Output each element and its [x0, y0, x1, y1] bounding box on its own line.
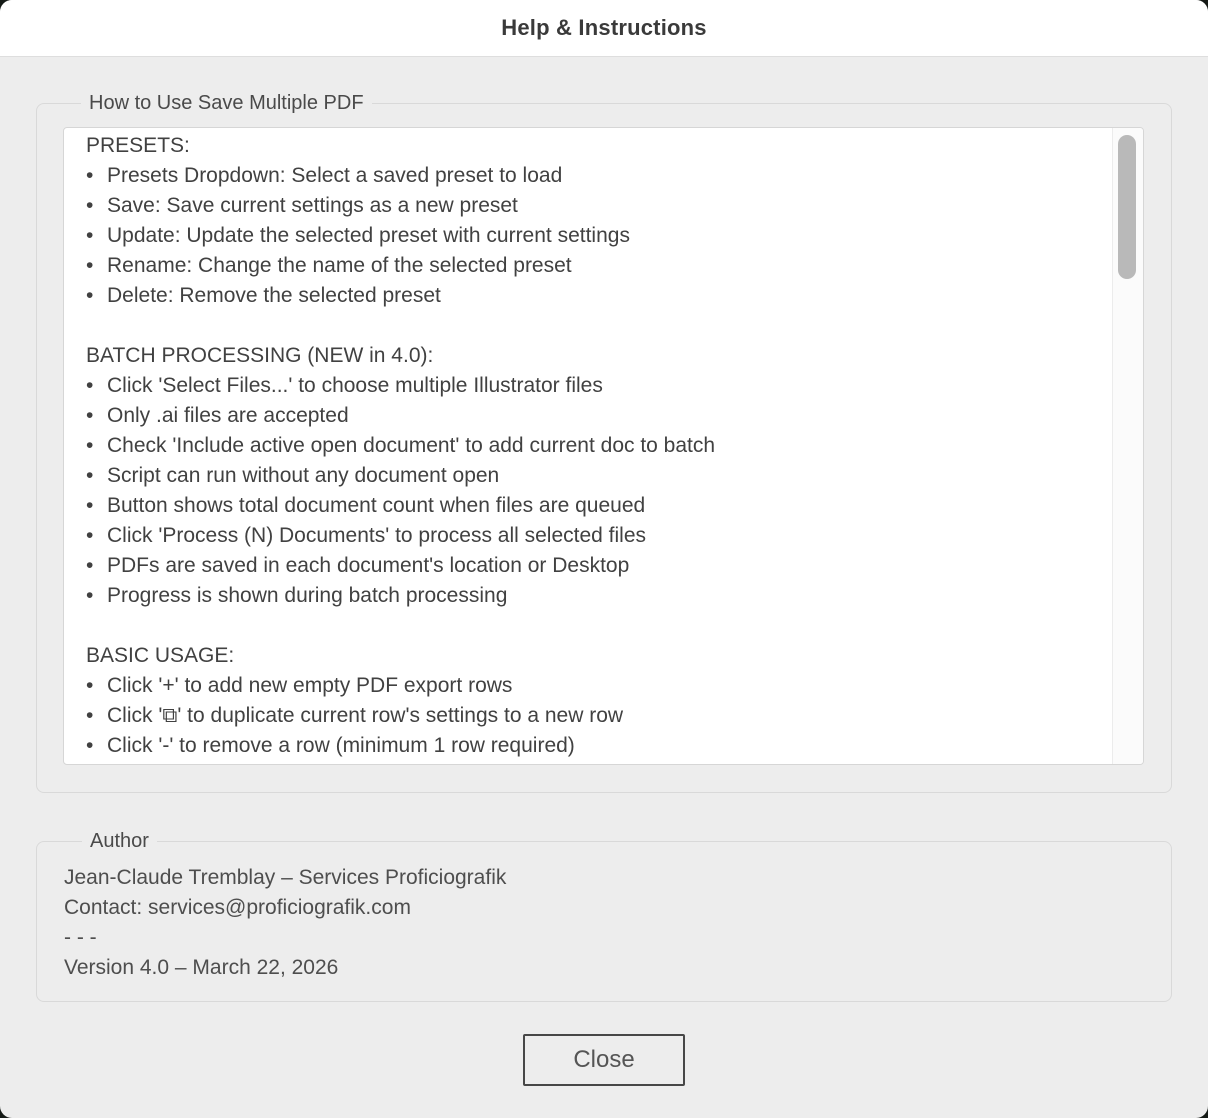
author-line: Jean-Claude Tremblay – Services Proficiografik	[64, 866, 507, 889]
help-line-text: Click '+' to add new empty PDF export rows	[107, 674, 513, 697]
bullet-dot: •	[86, 734, 94, 757]
help-text-lines	[64, 128, 1143, 761]
help-line	[86, 701, 1099, 731]
author-line: Contact: services@proficiografik.com	[64, 896, 411, 919]
bullet-dot: •	[86, 464, 94, 487]
bullet-dot: •	[86, 194, 94, 217]
dialog-titlebar	[0, 0, 1208, 57]
bullet-dot: •	[86, 494, 94, 517]
bullet-dot: •	[86, 374, 94, 397]
vertical-scrollbar-thumb[interactable]	[1118, 135, 1136, 279]
help-groupbox-legend: How to Use Save Multiple PDF	[89, 92, 364, 114]
help-line	[86, 671, 1099, 701]
help-line-text: Script can run without any document open	[107, 464, 500, 487]
author-groupbox-legend: Author	[90, 830, 149, 852]
bullet-dot: •	[86, 584, 94, 607]
dialog-title: Help & Instructions	[501, 15, 707, 40]
help-heading-text: BASIC USAGE:	[86, 644, 235, 667]
author-groupbox	[36, 829, 1172, 1002]
help-line	[86, 401, 1099, 431]
help-line-text: Click 'Process (N) Documents' to process all selected files	[107, 524, 647, 547]
help-heading-text: BATCH PROCESSING (NEW in 4.0):	[86, 344, 434, 367]
help-line	[86, 461, 1099, 491]
help-line	[86, 551, 1099, 581]
author-text-lines	[64, 863, 1144, 983]
bullet-dot: •	[86, 284, 94, 307]
help-line	[86, 221, 1099, 251]
help-line-text: Button shows total document count when files are queued	[107, 494, 646, 517]
help-line	[86, 521, 1099, 551]
help-line	[86, 491, 1099, 521]
help-groupbox	[36, 91, 1172, 793]
help-line-text: Delete: Remove the selected preset	[107, 284, 441, 307]
help-line	[86, 611, 1099, 641]
close-button[interactable]: Close	[523, 1034, 685, 1086]
help-line-text: Update: Update the selected preset with current settings	[107, 224, 630, 247]
help-heading-text: PRESETS:	[86, 134, 190, 157]
help-line-text: Only .ai files are accepted	[107, 404, 349, 427]
vertical-scrollbar-track[interactable]	[1112, 128, 1143, 764]
help-line	[86, 191, 1099, 221]
bullet-dot: •	[86, 704, 94, 727]
bullet-dot: •	[86, 224, 94, 247]
help-line	[86, 251, 1099, 281]
help-line	[86, 371, 1099, 401]
bullet-dot: •	[86, 434, 94, 457]
help-line-text: Click 'Select Files...' to choose multiple Illustrator files	[107, 374, 603, 397]
help-line-text: Save: Save current settings as a new preset	[107, 194, 518, 217]
bullet-dot: •	[86, 524, 94, 547]
help-line-text: Presets Dropdown: Select a saved preset to load	[107, 164, 563, 187]
bullet-dot: •	[86, 554, 94, 577]
help-line	[86, 641, 1099, 671]
help-line	[86, 581, 1099, 611]
help-line-text: Click '-' to remove a row (minimum 1 row required)	[107, 734, 575, 757]
help-textarea[interactable]	[63, 127, 1144, 765]
help-line	[86, 731, 1099, 761]
help-line	[86, 281, 1099, 311]
bullet-dot: •	[86, 674, 94, 697]
help-line-text: Progress is shown during batch processing	[107, 584, 508, 607]
author-line: - - -	[64, 926, 97, 949]
dialog-footer	[0, 1002, 1208, 1086]
bullet-dot: •	[86, 254, 94, 277]
help-line-text: PDFs are saved in each document's location or Desktop	[107, 554, 630, 577]
help-line	[86, 131, 1099, 161]
help-line	[86, 341, 1099, 371]
bullet-dot: •	[86, 404, 94, 427]
help-line	[86, 311, 1099, 341]
bullet-dot: •	[86, 164, 94, 187]
help-line-text: Click '⧉' to duplicate current row's settings to a new row	[107, 704, 624, 727]
help-line-text: Check 'Include active open document' to add current doc to batch	[107, 434, 716, 457]
help-line	[86, 161, 1099, 191]
author-line: Version 4.0 – March 22, 2026	[64, 956, 339, 979]
help-line-text: Rename: Change the name of the selected preset	[107, 254, 572, 277]
help-line	[86, 431, 1099, 461]
